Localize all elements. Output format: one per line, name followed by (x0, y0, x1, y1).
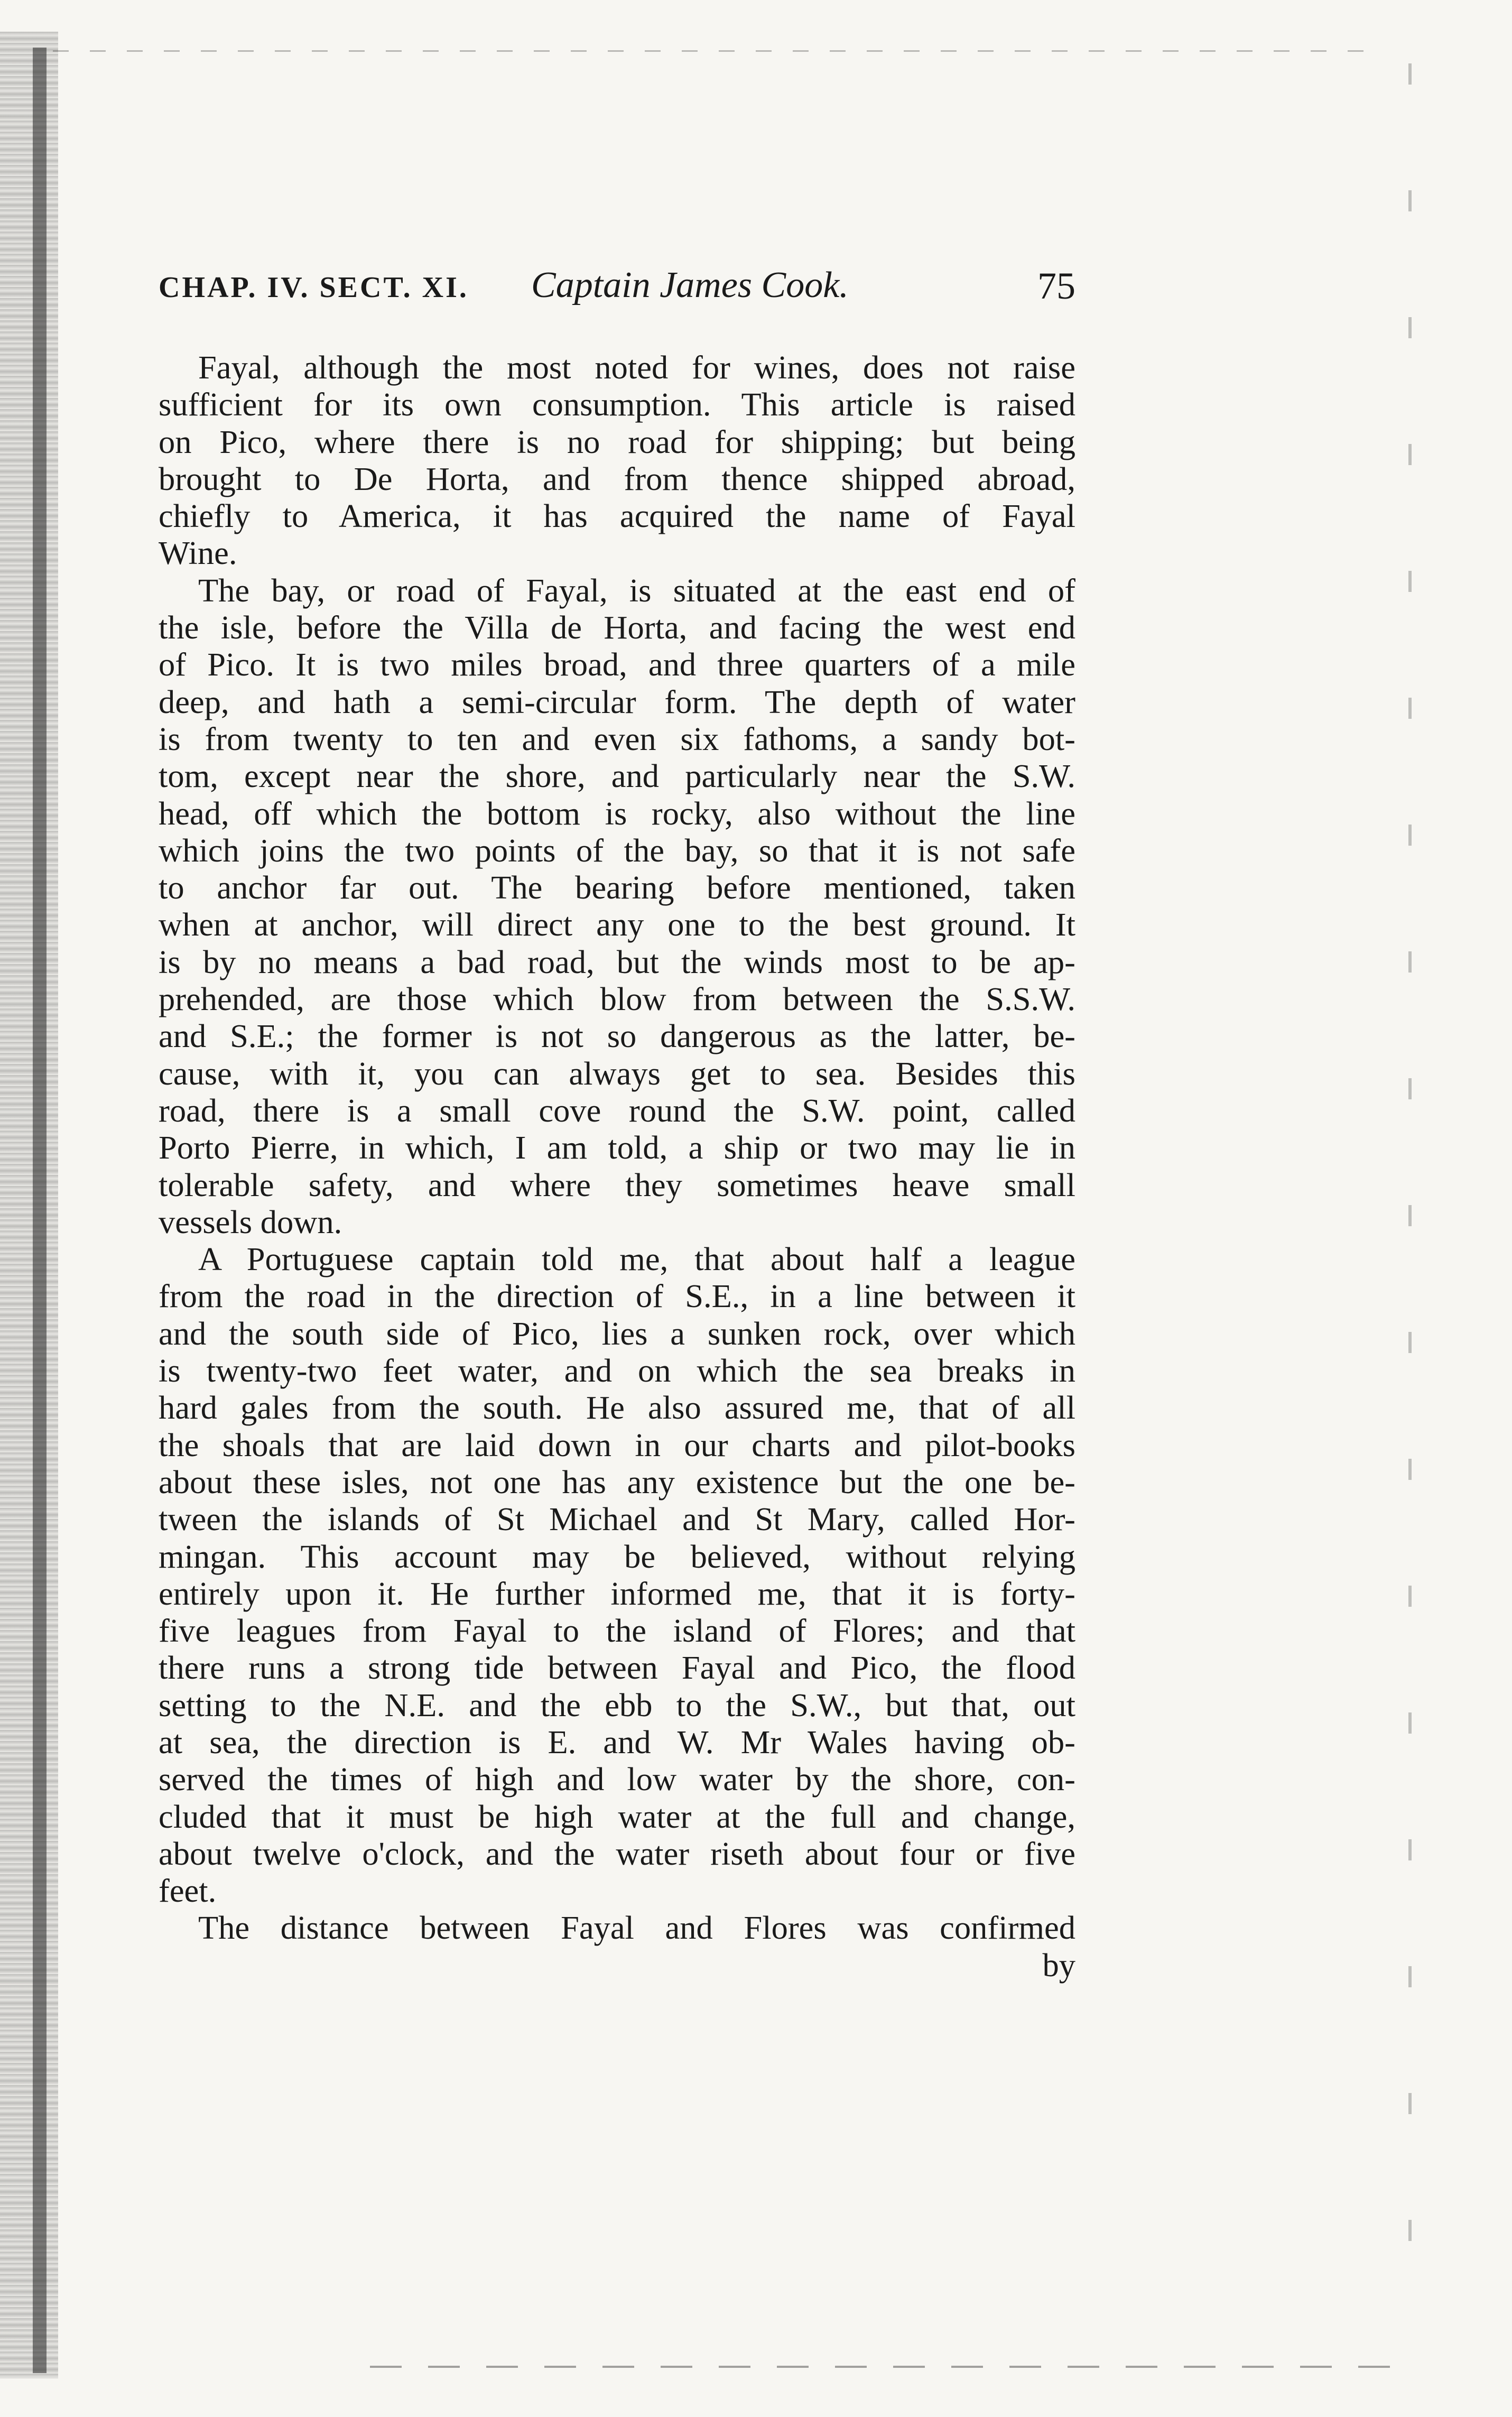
text-line: about these isles, not one has any existence but the one be- (159, 1463, 1075, 1501)
book-title: Captain James Cook. (531, 265, 849, 305)
text-line: cluded that it must be high water at the full and change, (159, 1798, 1075, 1835)
text-line: which joins the two points of the bay, so that it is not safe (159, 831, 1075, 869)
text-line: tom, except near the shore, and particularly near the S.W. (159, 757, 1075, 795)
body-text (159, 349, 1075, 1984)
text-line: is twenty-two feet water, and on which the sea breaks in (159, 1352, 1075, 1390)
text-line: there runs a strong tide between Fayal and Pico, the flood (159, 1649, 1075, 1687)
text-line: served the times of high and low water by the shore, con- (159, 1761, 1075, 1798)
page-number: 75 (1037, 265, 1075, 307)
catchword: by (1042, 1946, 1075, 1984)
text-line: sufficient for its own consumption. This article is raised (159, 386, 1075, 423)
text-line: is by no means a bad road, but the winds most to be ap- (159, 943, 1075, 980)
text-line: entirely upon it. He further informed me, that it is forty- (159, 1575, 1075, 1612)
text-line: The distance between Fayal and Flores was confirmed (198, 1909, 1075, 1947)
text-line: head, off which the bottom is rocky, also without the line (159, 794, 1075, 832)
text-line: road, there is a small cove round the S.W. point, called (159, 1091, 1075, 1129)
text-line: five leagues from Fayal to the island of Flores; and that (159, 1612, 1075, 1650)
text-line: prehended, are those which blow from between the S.S.W. (159, 980, 1075, 1018)
text-line: of Pico. It is two miles broad, and three quarters of a mile (159, 646, 1075, 683)
chapter-heading: CHAP. IV. SECT. XI. (159, 271, 469, 304)
text-line: and S.E.; the former is not so dangerous as the latter, be- (159, 1017, 1075, 1055)
text-line: Wine. (159, 534, 237, 572)
scan-top-rule (53, 50, 1374, 52)
scan-bottom-rule (370, 2366, 1400, 2368)
text-line: Fayal, although the most noted for wines, does not raise (198, 349, 1075, 386)
text-line: the isle, before the Villa de Horta, and facing the west end (159, 609, 1075, 646)
text-line: and the south side of Pico, lies a sunken rock, over which (159, 1314, 1075, 1352)
text-line: mingan. This account may be believed, without relying (159, 1538, 1075, 1575)
text-line: the shoals that are laid down in our charts and pilot-books (159, 1426, 1075, 1464)
text-line: brought to De Horta, and from thence shipped abroad, (159, 460, 1075, 497)
text-line: vessels down. (159, 1203, 342, 1240)
scan-binding-shadow (0, 32, 58, 2378)
text-line: cause, with it, you can always get to sea. Besides this (159, 1054, 1075, 1092)
text-line: when at anchor, will direct any one to the best ground. It (159, 906, 1075, 943)
text-line: Porto Pierre, in which, I am told, a ship or two may lie in (159, 1129, 1075, 1166)
text-line: The bay, or road of Fayal, is situated at the east end of (198, 571, 1075, 609)
text-line: setting to the N.E. and the ebb to the S.W., but that, out (159, 1686, 1075, 1724)
text-line: hard gales from the south. He also assured me, that of all (159, 1389, 1075, 1427)
scan-binding-edge (33, 48, 47, 2373)
text-line: about twelve o'clock, and the water riseth about four or five (159, 1835, 1075, 1872)
text-line: to anchor far out. The bearing before mentioned, taken (159, 869, 1075, 906)
text-line: is from twenty to ten and even six fathoms, a sandy bot- (159, 720, 1075, 757)
text-line: chiefly to America, it has acquired the name of Fayal (159, 497, 1075, 535)
text-line: tween the islands of St Michael and St Mary, called Hor- (159, 1501, 1075, 1538)
running-header (159, 264, 1075, 312)
scan-right-edge-marks (1408, 63, 1412, 2336)
text-line: from the road in the direction of S.E., in a line between it (159, 1277, 1075, 1315)
text-line: A Portuguese captain told me, that about half a league (198, 1240, 1075, 1278)
text-line: on Pico, where there is no road for shipping; but being (159, 423, 1075, 460)
text-line: at sea, the direction is E. and W. Mr Wales having ob- (159, 1723, 1075, 1761)
text-line: deep, and hath a semi-circular form. The depth of water (159, 683, 1075, 720)
text-line: tolerable safety, and where they sometimes heave small (159, 1166, 1075, 1203)
text-line: feet. (159, 1872, 217, 1910)
